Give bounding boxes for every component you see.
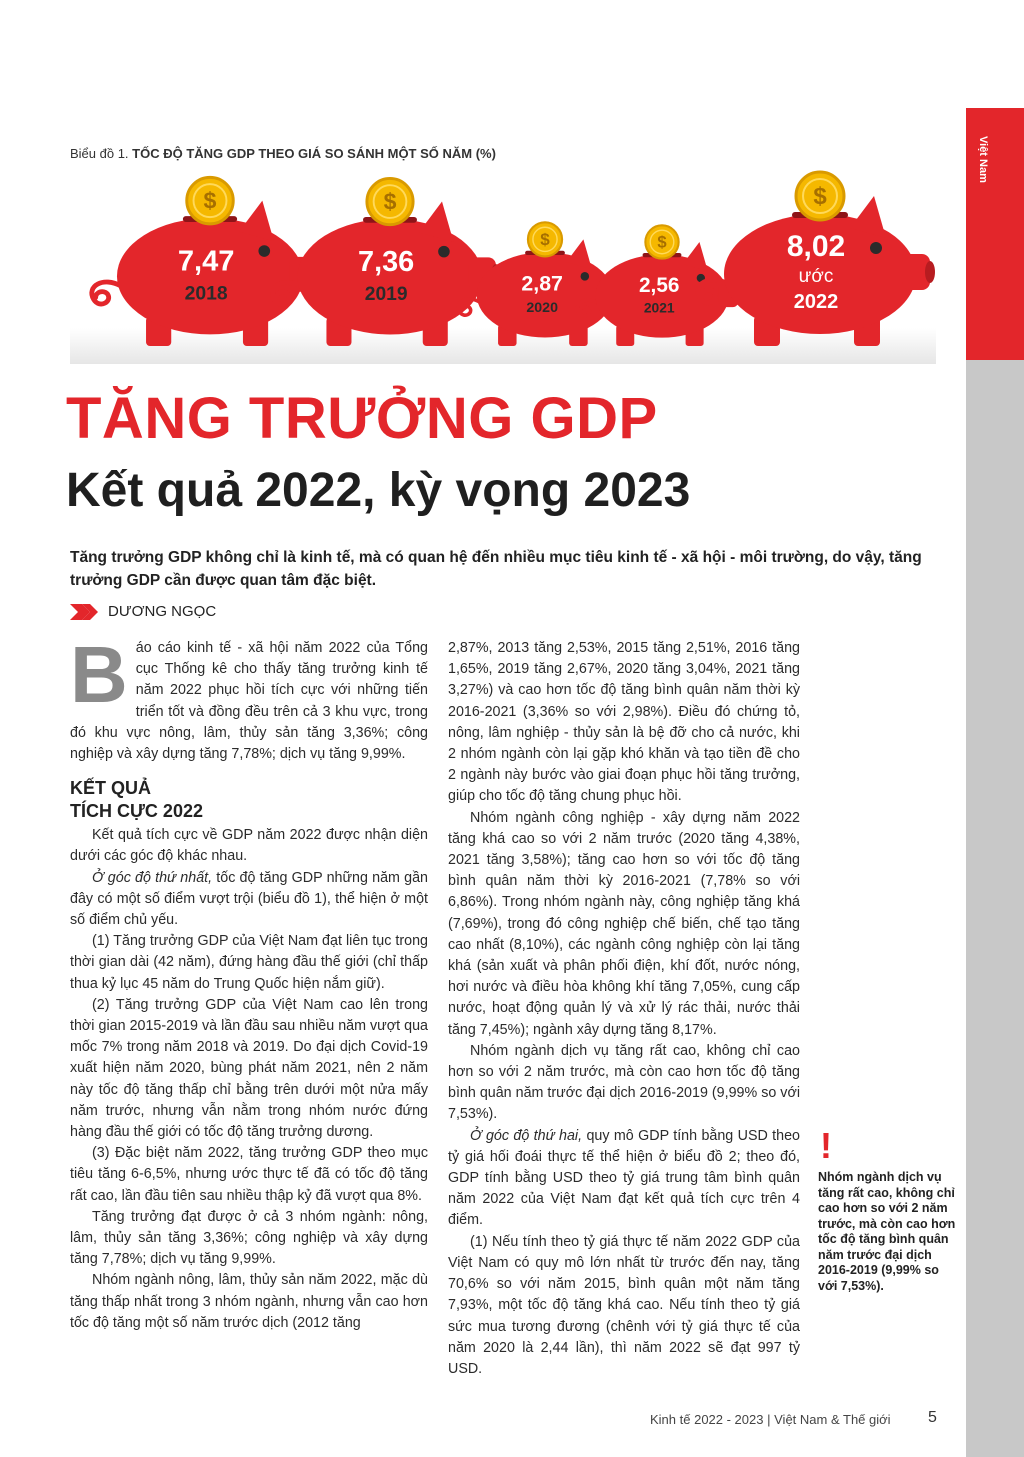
paragraph	[448, 1126, 800, 1232]
paragraph: Kết quả tích cực về GDP năm 2022 được nhận diện dưới các góc độ khác nhau.	[70, 827, 428, 865]
pig-eye	[258, 245, 270, 257]
footer-magazine: Kinh tế 2022 - 2023	[650, 1412, 764, 1427]
author-byline	[70, 603, 216, 620]
pull-quote	[818, 1125, 958, 1294]
chart-category-label: 2022	[793, 291, 839, 313]
gdp-piggy-chart	[70, 168, 936, 364]
side-tab-country: Việt Nam	[977, 136, 989, 183]
paragraph: (2) Tăng trưởng GDP của Việt Nam cao lên trong thời gian 2015-2019 và lần đầu sau nhiều năm vượt qua mốc 7% trong năm 2018 và 2019. Do đại dịch Covid-19 xuất hiện năm 2020, bùng phát năm 2021, nên 2 năm này tốc độ tăng thấp chỉ bằng trên dưới một nửa mấy năm trước, nhưng vẫn nằm trong nhóm nước đứng hàng đầu thế giới có tốc độ tăng trưởng dương.	[70, 996, 428, 1141]
side-tab-label	[868, 108, 1024, 360]
chart-caption	[70, 146, 496, 161]
paragraph-text: tốc độ tăng GDP những năm gần đây có một số điểm vượt trội (biểu đồ 1), thể hiện ở một số điểm chủ yếu.	[70, 869, 429, 929]
piggy-bank-2018	[92, 177, 322, 346]
pig-eye	[438, 246, 450, 258]
chart-value-label: 7,36	[358, 245, 415, 278]
chart-value-label: 8,02	[786, 230, 846, 263]
paragraph: Nhóm ngành dịch vụ tăng rất cao, không chỉ cao hơn so với 2 năm trước, mà còn cao hơn tốc độ tăng bình quân năm trước đại dịch 2016-2019 (9,99% so với 7,53%).	[448, 1042, 800, 1123]
exclamation-icon: !	[820, 1125, 832, 1166]
section-heading-line1: KẾT QUẢ	[70, 778, 151, 799]
section-heading-line2: TÍCH CỰC 2022	[70, 801, 203, 822]
author-name: DƯƠNG NGỌC	[108, 603, 217, 620]
paragraph: (1) Tăng trưởng GDP của Việt Nam đạt liên tục trong thời gian dài (42 năm), đứng hàng đầu thế giới (chỉ thấp thua kỷ lục 45 năm do Trung Quốc hiện nắm giữ).	[70, 933, 428, 992]
paragraph	[70, 868, 428, 932]
dollar-sign: $	[813, 183, 827, 210]
chart-category-label: 2021	[643, 299, 675, 316]
chart-caption-title: TỐC ĐỘ TĂNG GDP THEO GIÁ SO SÁNH MỘT SỐ NĂM (%)	[132, 146, 496, 161]
paragraph-emphasis: Ở góc độ thứ nhất,	[92, 869, 213, 886]
footer-publication: Việt Nam & Thế giới	[774, 1412, 891, 1427]
section-heading	[70, 777, 428, 823]
dollar-sign: $	[540, 230, 550, 250]
paragraph: (1) Nếu tính theo tỷ giá thực tế năm 2022 GDP của Việt Nam có quy mô lớn nhất từ trước đến nay, tăng 70,6% so với năm 2015, bình quân một năm tăng 7,93%, một tốc độ tăng khá cao. Nếu tính theo tỷ giá sức mua tương đương (chênh với tỷ giá thực tế của năm 2020 là 2,44 lần), thì năm 2022 sẽ đạt 997 tỷ USD.	[448, 1233, 800, 1377]
intro-paragraph	[70, 630, 428, 765]
chart-note-label: ước	[798, 266, 834, 287]
piggy-bank-2019	[273, 178, 501, 346]
piggy-bank-2021	[577, 225, 741, 346]
chart-category-label: 2019	[364, 283, 408, 305]
paragraph: Nhóm ngành nông, lâm, thủy sản năm 2022, mặc dù tăng thấp nhất trong 3 nhóm ngành, nhưng vẫn cao hơn tốc độ tăng một số năm trước dịch (2012 tăng	[70, 1272, 428, 1331]
dollar-sign: $	[383, 188, 397, 215]
side-bar-gray	[966, 360, 1024, 1457]
chart-category-label: 2020	[526, 299, 558, 316]
chart-value-label: 7,47	[177, 245, 235, 278]
paragraph: (3) Đặc biệt năm 2022, tăng trưởng GDP theo mục tiêu tăng 6-6,5%, nhưng ước thực tế đã có tốc độ tăng rất cao, lần đầu tiên sau nhiều thập kỷ đã vượt qua 8%.	[70, 1145, 428, 1204]
article-column-1	[70, 630, 429, 1334]
paragraph: Nhóm ngành công nghiệp - xây dựng năm 2022 tăng khá cao so với 2 năm trước (2020 tăng 4,38%, 2021 tăng 3,58%); tăng cao hơn so với tốc độ tăng bình quân năm thời kỳ 2016-2021 (7,78% so với 6,86%). Trong nhóm ngành này, công nghiệp tăng khá (7,69%), trong đó công nghiệp chế biến, chế tạo tăng cao nhất (8,10%), các ngành công nghiệp còn lại tăng khá (sản xuất và phân phối điện, khí đốt, nước nóng, hơi nước và điều hòa không khí tăng 7,05%, cung cấp nước, hoạt động quản lý và xử lý rác thải, nước thải tăng 7,45%); ngành xây dựng tăng 8,17%.	[448, 809, 800, 1038]
paragraph-text: quy mô GDP tính bằng USD theo tỷ giá hối đoái thực tế thể hiện ở biểu đồ 2; theo đó, GDP tính bằng USD theo tỷ giá trung tâm bình quân năm 2022 của Việt Nam đạt kết quả tích cực trên 4 điểm.	[448, 1127, 801, 1229]
lead-paragraph: Tăng trưởng GDP không chỉ là kinh tế, mà có quan hệ đến nhiều mục tiêu kinh tế - xã hội - môi trường, do vậy, tăng trưởng GDP cần được quan tâm đặc biệt.	[70, 549, 922, 589]
side-tab-year: Kinh tế 2022 - 2023	[868, 143, 965, 155]
chart-value-label: 2,87	[521, 271, 563, 296]
chart-value-label: 2,56	[638, 273, 680, 297]
article-column-2	[448, 638, 800, 1380]
drop-cap: B	[70, 630, 128, 719]
paragraph: 2,87%, 2013 tăng 2,53%, 2015 tăng 2,51%, 2016 tăng 1,65%, 2019 tăng 2,67%, 2020 tăng 3,04%, 2021 tăng 3,27%) và cao hơn tốc độ tăng bình quân năm thời kỳ 2016-2021 (3,36% so với 2,98%). Điều đó chứng tỏ, nông, lâm nghiệp - thủy sản là bệ đỡ cho cả nước, khi 2 nhóm ngành còn lại gặp khó khăn và tạo tiền đề cho 2 ngành này bước vào giai đoạn phục hồi tăng trưởng, giúp cho tốc độ tăng chung phục hồi.	[448, 640, 800, 805]
footer-separator: |	[767, 1412, 771, 1427]
pig-nostril	[925, 261, 935, 283]
chart-category-label: 2018	[184, 282, 228, 305]
pig-tail	[92, 282, 121, 304]
chart-caption-prefix: Biểu đồ 1.	[70, 146, 129, 161]
page-number: 5	[928, 1409, 937, 1426]
double-chevron-icon	[70, 604, 100, 620]
page-footer	[650, 1409, 940, 1427]
headline-subtitle: Kết quả 2022, kỳ vọng 2023	[66, 464, 691, 517]
dollar-sign: $	[657, 232, 667, 252]
pull-quote-text: Nhóm ngành dịch vụ tăng rất cao, không chỉ cao hơn so với 2 năm trước, mà còn cao hơn tốc độ tăng bình quân năm trước đại dịch 2016-2019 (9,99% so với 7,53%).	[818, 1170, 956, 1293]
piggy-bank-2022	[698, 172, 935, 346]
paragraph-emphasis: Ở góc độ thứ hai,	[470, 1127, 583, 1144]
intro-text: áo cáo kinh tế - xã hội năm 2022 của Tổng cục Thống kê cho thấy tăng trưởng kinh tế năm 2022 phục hồi tích cực với những tiến triển tốt và đồng đều trên cả 3 khu vực, trong đó khu vực nông, lâm, thủy sản tăng 3,36%; công nghiệp và xây dựng tăng 7,78%; dịch vụ tăng 9,99%.	[70, 640, 428, 763]
paragraph: Tăng trưởng đạt được ở cả 3 nhóm ngành: nông, lâm, thủy sản tăng 3,36%; công nghiệp và xây dựng tăng 7,78%; dịch vụ tăng 9,99%.	[70, 1208, 428, 1268]
pig-eye	[581, 272, 590, 281]
dollar-sign: $	[203, 187, 217, 214]
headline-title: TĂNG TRƯỞNG GDP	[66, 386, 658, 451]
pig-eye	[870, 242, 882, 254]
